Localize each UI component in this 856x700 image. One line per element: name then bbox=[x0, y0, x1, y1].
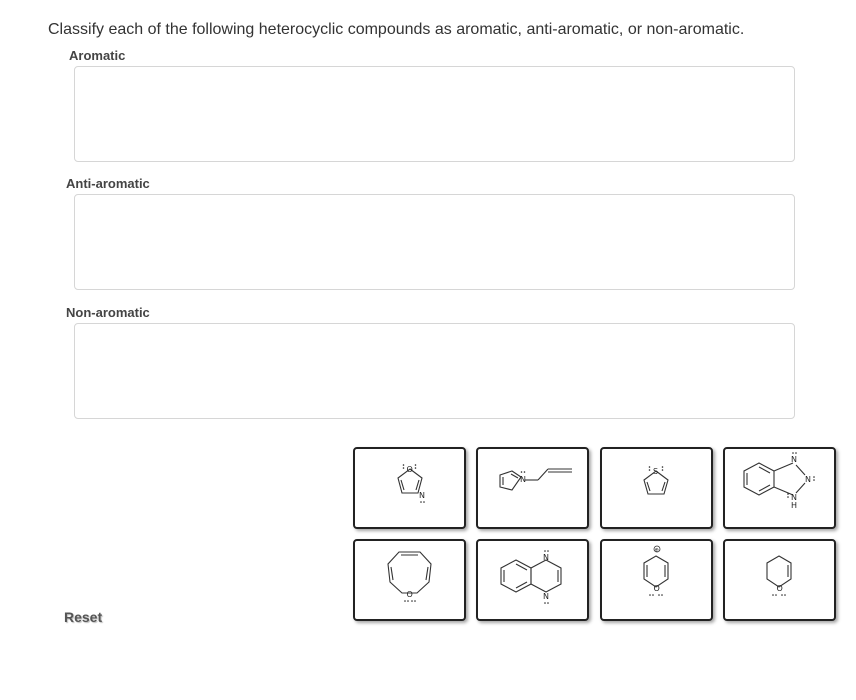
category-label-aromatic: Aromatic bbox=[69, 48, 126, 63]
tile-benzotriazole[interactable] bbox=[723, 447, 836, 529]
drop-zone-aromatic[interactable] bbox=[74, 66, 795, 162]
quinoxaline-structure-icon bbox=[478, 541, 587, 619]
thiophene-structure-icon bbox=[602, 449, 711, 527]
oxepine-structure-icon bbox=[355, 541, 464, 619]
atom-oxygen: O bbox=[776, 584, 783, 593]
atom-nitrogen-1: N bbox=[543, 553, 549, 562]
atom-nitrogen: N bbox=[419, 491, 425, 500]
dihydropyran-structure-icon bbox=[725, 541, 834, 619]
atom-nitrogen-3: N bbox=[791, 493, 797, 502]
oxazole-structure-icon bbox=[355, 449, 464, 527]
question-text: Classify each of the following heterocyclic compounds as aromatic, anti-aromatic, or non-aromatic. bbox=[48, 21, 745, 38]
category-label-anti-aromatic: Anti-aromatic bbox=[66, 176, 150, 191]
tile-dihydropyran[interactable] bbox=[723, 539, 836, 621]
tile-oxepine[interactable] bbox=[353, 539, 466, 621]
drop-zone-anti-aromatic[interactable] bbox=[74, 194, 795, 290]
category-label-non-aromatic: Non-aromatic bbox=[66, 305, 150, 320]
tile-oxazole[interactable] bbox=[353, 447, 466, 529]
drop-zone-non-aromatic[interactable] bbox=[74, 323, 795, 419]
charge-symbol: ⊕ bbox=[654, 547, 659, 554]
atom-oxygen: O bbox=[406, 465, 413, 474]
atom-nitrogen-2: N bbox=[543, 592, 549, 601]
tile-allylpyrrole[interactable] bbox=[476, 447, 589, 529]
atom-oxygen: O bbox=[653, 584, 660, 593]
tile-thiophene[interactable] bbox=[600, 447, 713, 529]
atom-oxygen: O bbox=[406, 590, 413, 599]
tile-quinoxaline[interactable] bbox=[476, 539, 589, 621]
benzotriazole-structure-icon bbox=[725, 449, 834, 527]
atom-nitrogen: N bbox=[520, 475, 526, 484]
allylpyrrole-structure-icon bbox=[478, 449, 587, 527]
pyrylium-structure-icon bbox=[602, 541, 711, 619]
atom-nitrogen-2: N bbox=[805, 475, 811, 484]
tile-pyrylium[interactable] bbox=[600, 539, 713, 621]
reset-button[interactable]: Reset bbox=[64, 609, 103, 625]
atom-nitrogen-1: N bbox=[791, 455, 797, 464]
atom-sulfur: S bbox=[653, 467, 659, 476]
atom-hydrogen: H bbox=[791, 501, 798, 510]
